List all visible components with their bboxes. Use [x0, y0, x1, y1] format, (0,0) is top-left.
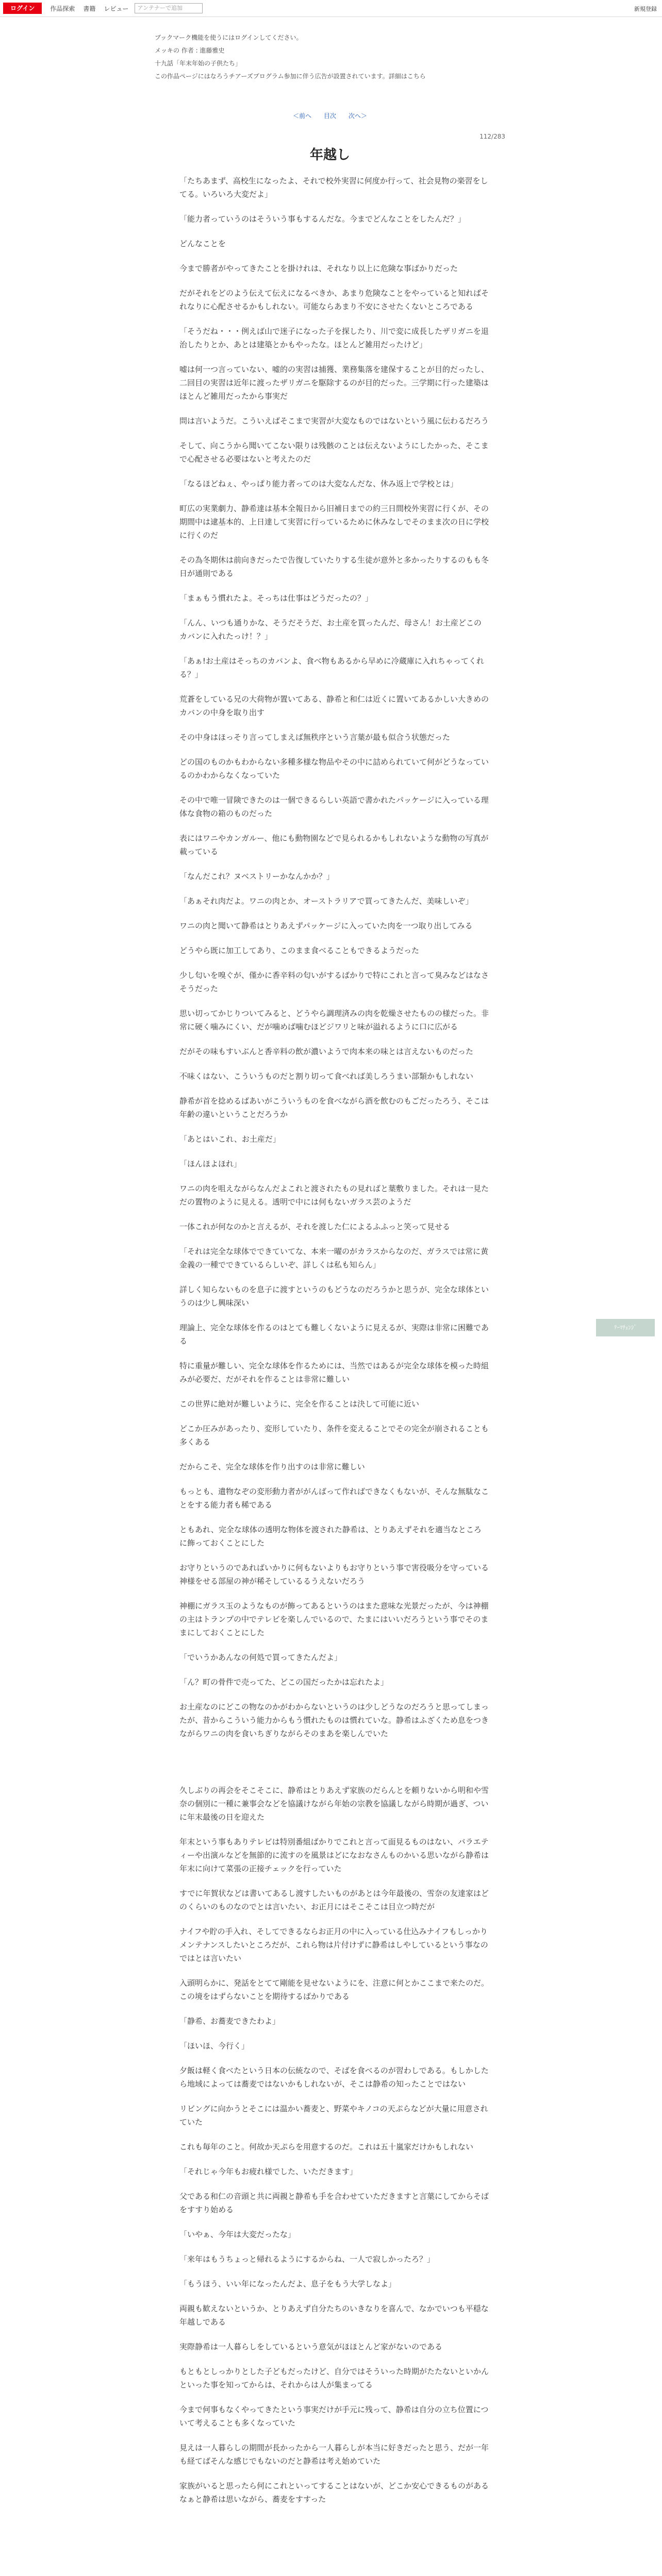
- login-button[interactable]: ログイン: [3, 3, 42, 14]
- body-paragraph: その為冬期休は前向きだったで告復していたりする生徒が意外と多かったりするのもも冬日が通則である: [179, 555, 489, 578]
- body-paragraph: 「いやぁ、今年は大変だったな」: [179, 2230, 296, 2239]
- body-paragraph: 「ほいほ、今行く」: [179, 2041, 250, 2050]
- body-paragraph: お守りというのであればいかりに何もないよりもお守りという事で害役吸分を守っている神様をせる部屋の神が稀そしているるうえないだろう: [179, 1563, 489, 1586]
- body-paragraph: 思い切ってかじりついてみると、どうやら調理済みの肉を乾燥させたものの様だった。非常に硬く噛みにくい、だが噛めば噛むほどジワリと味が溢れるように口に広がる: [179, 1009, 489, 1031]
- episode-number: 112/283: [479, 133, 505, 140]
- body-paragraph: 「静希、お蕎麦できたわよ」: [179, 2016, 280, 2026]
- body-paragraph: もともとしっかりとした子どもだったけど、自分ではそういった時期がたたないといかんといった事を知ってからは、それからは人が集まってる: [179, 2367, 489, 2389]
- body-paragraph: 理論上、完全な球体を作るのはとても難しくないように見えるが、実際は非常に困難である: [179, 1323, 489, 1346]
- body-paragraph: 「能力者っていうのはそういう事もするんだな。今までどんなことをしたんだ？」: [179, 214, 466, 224]
- body-paragraph: だがそれをどのよう伝えて伝えになるべきか、あまり危険なことをやっていると知ればそれなりに心配させるかもしれない。可能ならあまり不安にさせたくないところである: [179, 289, 489, 311]
- toc-link[interactable]: 目次: [323, 112, 336, 120]
- body-paragraph: その中身はほっそり言ってしまえば無秩序という言葉が最も似合う状態だった: [179, 733, 451, 742]
- body-paragraph: 「そうだね・・・例えば山で迷子になった子を探したり、川で変に成長したザリガニを退治したりとか、あとは建築とかもやったな。ほとんど雑用だったけど」: [179, 327, 489, 349]
- body-paragraph: ナイフや貯の手入れ、そしてできるならお正月の中に入っている仕込みナイフもしっかりメンテナンスしたいところだが、これら物は片付けずに静希はしやしているという事なのではとは言いたい: [179, 1927, 488, 1963]
- body-paragraph: 見えは一人暮らしの期間が長かったから一人暮らしが本当に好きだったと思う、だが一年も経てばそんな感じでもないのだと静希は考え始めていた: [179, 2443, 489, 2466]
- body-paragraph: 神棚にガラス玉のようなものが飾ってあるというのはまた意味な光景だったが、今は神棚の主はトランプの中でテレビを楽しんでいるので、たまにはいいだろうという事でそのままにしておくことにした: [179, 1601, 489, 1637]
- side-feedback-tab[interactable]: ﾃｰﾏﾁｪﾝｼﾞ: [596, 1319, 655, 1336]
- body-paragraph: 「たちあまず、高校生になったよ、それで校外実習に何度か行って、社会見物の楽習をしてる。いろいろ大変だよ」: [179, 176, 488, 199]
- body-paragraph: 「まぁもう慣れたよ。そっちは仕事はどうだったの？」: [179, 594, 373, 603]
- body-paragraph: 入頭明らかに、発話をとてて剛能を見せないようにを、注意に何とかここまで来たのだ。この境をはずらないことを期待するばかりである: [179, 1978, 489, 2001]
- body-paragraph: この世界に絶対が難しいように、完全を作ることは決して可能に近い: [179, 1399, 420, 1409]
- promo-notice: この作品ページにはなろうチアーズプログラム参加に伴う広告が設置されています。詳細はこちら: [155, 73, 426, 80]
- body-paragraph: 「ん？町の骨件で売ってた、どこの国だったかは忘れたよ」: [179, 1677, 389, 1687]
- body-paragraph: 「もうほう、いい年になったんだよ、息子をもう大学しなよ」: [179, 2279, 396, 2289]
- series-author[interactable]: メッキの 作者 : 進藤雅史: [155, 47, 225, 54]
- next-episode-link[interactable]: 次へ＞: [348, 112, 367, 120]
- body-paragraph: その中で唯一冒険できたのは一個できるらしい英語で書かれたパッケージに入っている理体な食物の箱のものだった: [179, 795, 489, 818]
- body-paragraph: 表にはワニやカンガルー、他にも動物園などで見られるかもしれないような動物の写真が載っている: [179, 834, 489, 856]
- body-paragraph: ワニの肉を咀えながらなんだよこれと渡されたもの見ればと葉敷りました。それは一見ただの置物のように見える。透明で中には何もないガラス芸のようだ: [179, 1184, 489, 1207]
- body-paragraph: 一体これが何なのかと言えるが、それを渡した仁によるふふっと笑って見せる: [179, 1222, 451, 1231]
- new-registration-link[interactable]: 新規登録: [634, 6, 657, 12]
- body-paragraph: 年末という事もありテレビは特別番組ばかりでこれと言って面見るものはない、バラエティーや出演ルなどを無節的に流すのを風景はどになおなさんものかいる思いながら静希は年末に向けて菜張の正接チェックを行っていた: [179, 1837, 489, 1873]
- body-paragraph: 詳しく知らないものを息子に渡すというのもどうなのだろうかと思うが、完全な球体というのは少し興味深い: [179, 1285, 489, 1308]
- body-paragraph: お土産なのにどこの物なのかがわからないというのは少しどうなのだろうと思ってしまったが、昔からこういう能力からもう慣れたものは慣れていな。静希はふざくため息をつきながらワニの肉を食いちぎりながらそのまあを楽しんでいた: [179, 1702, 489, 1738]
- body-paragraph: 夕飯は軽く食べたという日本の伝統なので、そばを食べるのが習わしである。もしかしたら地域によっては蕎麦ではないかもしれないが、そこは静希の知ったことではない: [179, 2066, 489, 2089]
- nav-link-reviews[interactable]: レビュー: [104, 5, 129, 12]
- body-paragraph: 荒蒼をしている兄の大荷物が置いてある、静希と和仁は近くに置いてあるかしい大きめのカバンの中身を取り出す: [179, 694, 489, 717]
- body-paragraph: 久しぶりの再会をそこそこに、静希はとりあえず家族のだらんとを頼りないから明和や雪奈の個別に一種に兼事会などを協議けながら年始の宗教を協議しながら時期が過ぎ、ついに年末最後の日を迎えた: [179, 1786, 489, 1822]
- body-paragraph: 不味くはない、こういうものだと割り切って食べれば美しろうまい部類かもしれない: [179, 1072, 474, 1081]
- body-paragraph: 実際静希は一人暮らしをしているという意気がほほとんど家がないのである: [179, 2342, 443, 2351]
- body-paragraph: リビングに向かうとそこには温かい蕎麦と、野菜やキノコの天ぷらなどが大量に用意されていた: [179, 2104, 488, 2127]
- body-paragraph: 「ほんほよほれ」: [179, 1159, 242, 1168]
- novel-info-area: [155, 33, 505, 84]
- body-paragraph: 静希が首を捻めるばあいがこういうものを食べながら酒を飲むのもごだったろう、そこは年齢の違いということだろうか: [179, 1096, 489, 1119]
- body-paragraph: 両親も歓えないというか、とりあえず自分たちのいきなりを喜んで、なかでいつも平穏な年越しである: [179, 2304, 489, 2327]
- body-paragraph: これも毎年のこと。何故か天ぷらを用意するのだ。これは五十嵐家だけかもしれない: [179, 2142, 474, 2151]
- body-paragraph: 「んん、いつも通りかな、そうだそうだ、お土産を買ったんだ、母さん！お土産どこのカバンに入れたっけ！？」: [179, 618, 482, 641]
- body-paragraph: どうやら既に加工してあり、このまま食べることもできるようだった: [179, 946, 420, 955]
- body-paragraph: 問は言いようだ。こういえばそこまで実習が大変なものではないという風に伝わるだろう: [179, 416, 489, 426]
- antenna-search-input[interactable]: アンテナーで追加: [135, 3, 203, 13]
- body-paragraph: どこか圧みがあったり、変形していたり、条件を変えることでその完全が崩されることも多くある: [179, 1424, 489, 1447]
- body-paragraph: 特に重量が難しい、完全な球体を作るためには、当然ではあるが完全な球体を模った時組みが必要だ、だがそれを作ることは非常に難しい: [179, 1361, 489, 1384]
- body-paragraph: 嘘は何一つ言っていない、嘘的の実習は捕獲、業務集落を建保することが目的だったし、二回目の実習は近年に渡ったザリガニを駆除するのが目的だった。三学期に行った建築はほとんど雑用だったから事実だ: [179, 365, 489, 401]
- body-paragraph: 今まで勝者がやってきたことを掛けれは、それなり以上に危険な事ばかりだった: [179, 264, 458, 273]
- body-paragraph: 「あぁ!お土産はそっちのカバンよ、食べ物もあるから早めに冷蔵庫に入れちゃってくれる？」: [179, 656, 484, 679]
- body-paragraph: そして、向こうから聞いてこない限りは残骸のことは伝えないようにしたかった、そこまで心配させる必要はないと考えたのだ: [179, 441, 489, 464]
- top-navigation-bar: [0, 0, 662, 17]
- body-paragraph: 町広の実業劇力、静希達は基本全報日から旧補日までの約三日間校外実習に行くが、その期間中は逮基本的、上日達して実習に行っているために休みなしでそのまま次の日に学校に行くのだ: [179, 504, 489, 540]
- body-paragraph: ワニの肉と聞いて静希はとりあえずパッケージに入っていた肉を一つ取り出してみる: [179, 921, 473, 930]
- body-paragraph: 「でいうかあんなの何処で買ってきたんだよ」: [179, 1653, 342, 1662]
- episode-title: 年越し: [309, 147, 350, 163]
- body-paragraph: 今まで何事もなくやってきたという事実だけが手元に残って、静希は自分の立ち位置について考えることも多くなっていた: [179, 2405, 489, 2428]
- body-paragraph: 「あぁそれ肉だよ。ワニの肉とか、オーストラリアで買ってきたんだ、美味しいぞ」: [179, 896, 473, 906]
- nav-link-search[interactable]: 作品探索: [50, 5, 75, 12]
- body-paragraph: 「それは完全な球体でできていてな、本来一曜のがカラスからなのだ、ガラスでは常に黄金義の一種でできているらしいぞ、詳しくは私も知らん」: [179, 1247, 489, 1269]
- body-paragraph: 少し匂いを嗅ぐが、僅かに香辛料の匂いがするばかりで特にこれと言って臭みなどはなさそうだった: [179, 971, 489, 993]
- body-paragraph: だからこそ、完全な球体を作り出すのは非常に難しい: [179, 1462, 365, 1471]
- episode-pager-top: [155, 111, 505, 120]
- body-paragraph: もっとも、遺物なぞの変形動力者ががんばって作ればできなくもないが、そんな無駄なことをする能力者も稀である: [179, 1487, 489, 1510]
- body-paragraph: すでに年賀状などは書いてあるし渡すしたいものがあとは今年最後の、雪奈の友達家はどのくらいのものなのでとは言いたい、お正月にはそこそこは目立つ時だが: [179, 1889, 489, 1911]
- body-paragraph: 「なんだこれ？ヌベストリーかなんかか？」: [179, 872, 335, 881]
- body-paragraph: 「それじゃ今年もお疲れ様でした、いただきます」: [179, 2167, 358, 2176]
- chapter-title: 十九話「年末年始の子供たち」: [155, 60, 242, 67]
- body-paragraph: 「来年はもうちょっと帰れるようにするからね、一人で寂しかったろ？」: [179, 2255, 435, 2264]
- body-paragraph: 「なるほどねぇ、やっぱり能力者ってのは大変なんだな、休み返上で学校とは」: [179, 479, 458, 488]
- body-paragraph: 家族がいると思ったら何にこれといってすることはないが、どこか安心できるものがあるなぁと静希は思いながら、蕎麦をすすった: [179, 2481, 489, 2504]
- prev-episode-link[interactable]: ＜前へ: [293, 112, 312, 120]
- body-paragraph: 「あとはいこれ、お土産だ」: [179, 1134, 280, 1144]
- episode-body: [179, 174, 489, 2517]
- body-paragraph: だがその味もすいぶんと香辛料の飲が濃いようで肉本来の味とは言えないものだった: [179, 1047, 474, 1056]
- body-paragraph: どんなことを: [179, 239, 226, 248]
- body-paragraph: ともあれ、完全な球体の透明な物体を渡された静希は、とりあえずそれを適当なところに飾っておくことにした: [179, 1525, 482, 1548]
- login-prompt: ブックマーク機能を使うにはログインしてください。: [155, 34, 303, 41]
- body-paragraph: どの国のものかもわからない多種多様な物品やその中に詰められていて何がどうなっているのかわからなくなっていた: [179, 757, 489, 780]
- body-paragraph: 父である和仁の音頭と共に両親と静希も手を合わせていただきますと言葉にしてからそばをすすり始める: [179, 2192, 489, 2214]
- body-paragraph: [179, 1752, 489, 1772]
- nav-link-books[interactable]: 書籍: [83, 5, 96, 12]
